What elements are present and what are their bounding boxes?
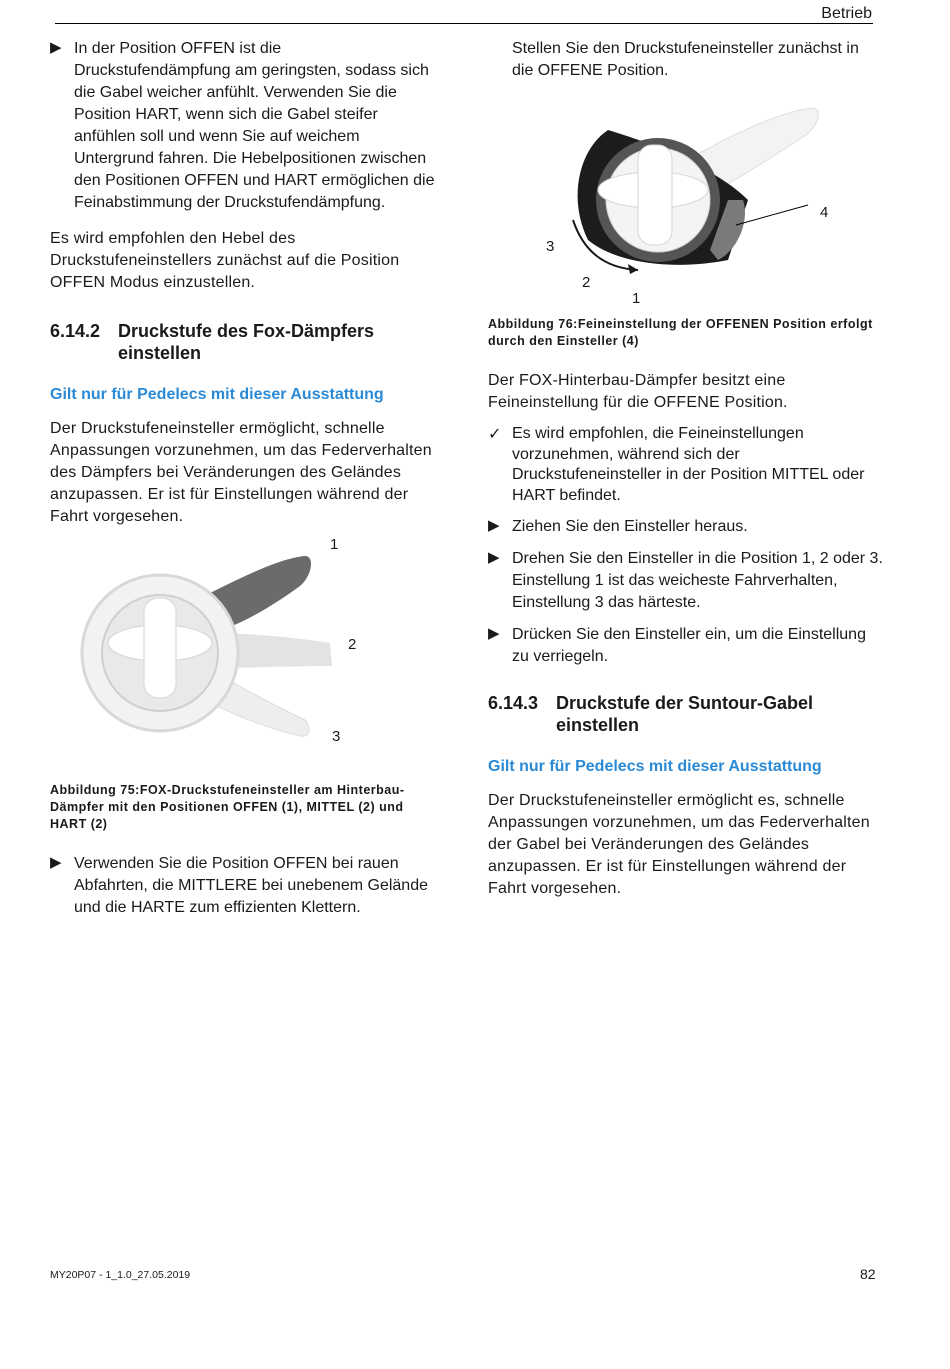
bullet-text: Ziehen Sie den Einsteller heraus. [512,518,748,535]
paragraph: Es wird empfohlen den Hebel des Druckstufeneinstellers zunächst auf die Position OFFEN Modus einzustellen. [50,230,400,291]
page-number: 82 [860,1266,876,1282]
paragraph: Stellen Sie den Druckstufeneinsteller zunächst in die OFFENE Position. [512,40,859,79]
header-title: Betrieb [821,5,872,22]
figure-label: 3 [546,238,555,255]
figure-label: 4 [820,204,829,221]
left-column [50,38,442,927]
bullet-text: Drehen Sie den Einsteller in die Position 1, 2 oder 3. Einstellung 1 ist das weicheste Fahrverhalten, Einstellung 3 das härteste. [512,550,883,611]
triangle-right-icon: ▶ [488,517,500,534]
figure-caption: Abbildung 75:FOX-Druckstufeneinsteller am Hinterbau-Dämpfer mit den Positionen OFFEN (1), MITTEL (2) und HART (2) [50,783,405,831]
triangle-right-icon: ▶ [50,854,62,871]
bullet-text: Verwenden Sie die Position OFFEN bei rauen Abfahrten, die MITTLERE bei unebenem Gelände und die HARTE zum effizienten Klettern. [74,855,428,916]
check-text: Es wird empfohlen, die Feineinstellungen vorzunehmen, während sich der Druckstufeneinsteller in der Position MITTEL oder HART befindet. [512,425,865,504]
section-heading [50,320,442,364]
subheading: Gilt nur für Pedelecs mit dieser Ausstattung [50,386,384,403]
section-number: 6.14.2 [50,321,101,341]
figure-label: 1 [330,536,339,553]
figure-75 [50,538,442,770]
triangle-right-icon: ▶ [488,625,500,642]
figure-label: 2 [348,636,357,653]
bullet-item [488,624,884,668]
bullet-text: Drücken Sie den Einsteller ein, um die Einstellung zu verriegeln. [512,626,866,665]
header-rule [55,23,873,24]
subheading: Gilt nur für Pedelecs mit dieser Ausstattung [488,758,822,775]
figure-caption: Abbildung 76:Feineinstellung der OFFENEN Position erfolgt durch den Einsteller (4) [488,317,873,348]
check-icon: ✓ [488,426,502,443]
paragraph: Der Druckstufeneinsteller ermöglicht es, schnelle Anpassungen vorzunehmen, um das Federverhalten der Gabel bei Veränderungen des Geländes anzupassen. Er ist für Einstellungen während der Fahrt vorgesehen. [488,792,870,897]
check-item [488,424,884,506]
paragraph: Der Druckstufeneinsteller ermöglicht, schnelle Anpassungen vorzunehmen, um das Federverhalten des Dämpfers bei Veränderungen des Geländes anzupassen. Er ist für Einstellungen während der Fahrt vorgesehen. [50,420,432,525]
section-title: Druckstufe der Suntour-Gabel einstellen [556,693,814,735]
bullet-item [50,853,442,919]
fox-damper-illustration [50,538,442,770]
bullet-text: In der Position OFFEN ist die Druckstufendämpfung am geringsten, sodass sich die Gabel weicher anfühlt. Verwenden Sie die Position HART, wenn sich die Gabel steifer anfühlen soll und wenn Sie auf weichem Untergrund fahren. Die Hebelpositionen zwischen den Positionen OFFEN und HART ermöglichen die Feinabstimmung der Druckstufendämpfung. [74,40,435,211]
figure-76 [488,90,884,318]
right-column [488,38,884,910]
triangle-right-icon: ▶ [50,39,62,56]
figure-label: 1 [632,290,641,307]
figure-label: 3 [332,728,341,745]
bullet-item [50,38,442,214]
figure-label: 2 [582,274,591,291]
triangle-right-icon: ▶ [488,549,500,566]
section-heading [488,692,884,736]
paragraph: Der FOX-Hinterbau-Dämpfer besitzt eine Feineinstellung für die OFFENE Position. [488,372,788,411]
bullet-item [488,516,884,538]
section-number: 6.14.3 [488,693,539,713]
footer-doc-id: MY20P07 - 1_1.0_27.05.2019 [50,1269,191,1281]
bullet-item [488,548,884,614]
section-title: Druckstufe des Fox-Dämpfers einstellen [118,321,375,363]
